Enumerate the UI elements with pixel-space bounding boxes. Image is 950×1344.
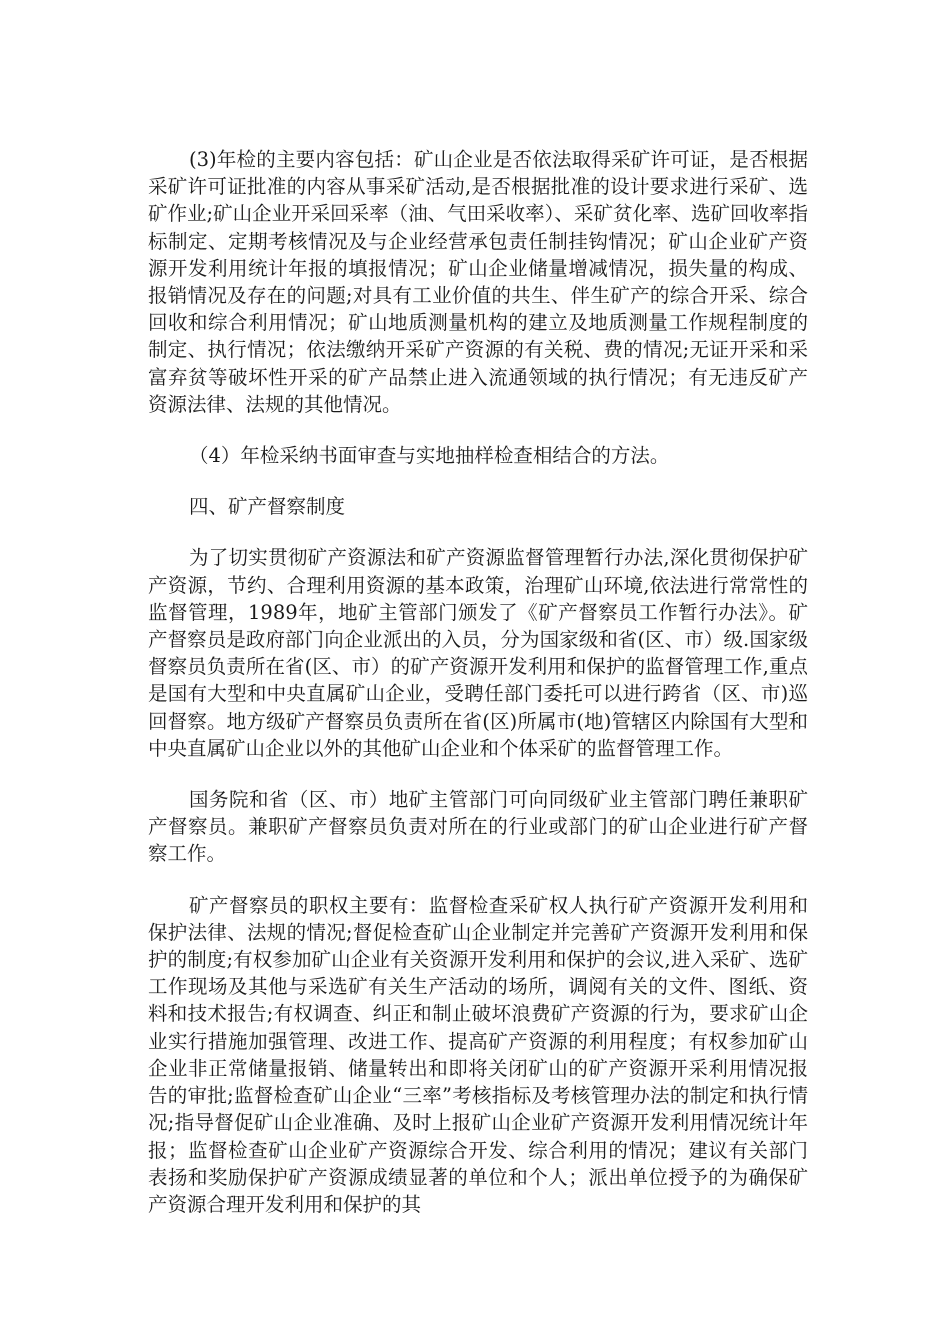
paragraph-annual-inspection-content: (3)年检的主要内容包括：矿山企业是否依法取得采矿许可证，是否根据采矿许可证批准的内容从事采矿活动,是否根据批准的设计要求进行采矿、选矿作业;矿山企业开采回采率（油、气田采收率）、采矿贫化率、选矿回收率指标制定、定期考核情况及与企业经营承包责任制挂钩情况；矿山企业矿产资源开发利用统计年报的填报情况；矿山企业储量增减情况，损失量的构成、报销情况及存在的问题;对具有工业价值的共生、伴生矿产的综合开采、综合回收和综合利用情况；矿山地质测量机构的建立及地质测量工作规程制度的制定、执行情况；依法缴纳开采矿产资源的有关税、费的情况;无证开采和采富弃贫等破坏性开采的矿产品禁止进入流通领域的执行情况；有无违反矿产资源法律、法规的其他情况。 bbox=[148, 148, 808, 416]
paragraph-supervisor-system: 为了切实贯彻矿产资源法和矿产资源监督管理暂行办法,深化贯彻保护矿产资源，节约、合理利用资源的基本政策，治理矿山环境,依法进行常常性的监督管理，1989年，地矿主管部门颁发了《矿产督察员工作暂行办法》。矿产督察员是政府部门向企业派出的入员，分为国家级和省(区、市）级.国家级督察员负责所在省(区、市）的矿产资源开发利用和保护的监督管理工作,重点是国有大型和中央直属矿山企业，受聘任部门委托可以进行跨省（区、市)巡回督察。地方级矿产督察员负责所在省(区)所属市(地)管辖区内除国有大型和中央直属矿山企业以外的其他矿山企业和个体采矿的监督管理工作。 bbox=[148, 546, 808, 760]
paragraph-supervisor-powers: 矿产督察员的职权主要有：监督检查采矿权人执行矿产资源开发利用和保护法律、法规的情况;督促检查矿山企业制定并完善矿产资源开发利用和保护的制度;有权参加矿山企业有关资源开发利用和保护的会议,进入采矿、选矿工作现场及其他与采选矿有关生产活动的场所，调阅有关的文件、图纸、资料和技术报告;有权调查、纠正和制止破坏浪费矿产资源的行为，要求矿山企业实行措施加强管理、改进工作、提高矿产资源的利用程度；有权参加矿山企业非正常储量报销、储量转出和即将关闭矿山的矿产资源开采利用情况报告的审批;监督检查矿山企业“三率”考核指标及考核管理办法的制定和执行情况;指导督促矿山企业准确、及时上报矿山企业矿产资源开发利用情况统计年报；监督检查矿山企业矿产资源综合开发、综合利用的情况；建议有关部门表扬和奖励保护矿产资源成绩显著的单位和个人；派出单位授予的为确保矿产资源合理开发利用和保护的其 bbox=[148, 893, 808, 1216]
paragraph-annual-inspection-method: （4）年检采纳书面审查与实地抽样检查相结合的方法。 bbox=[189, 444, 670, 468]
paragraph-part-time-supervisor: 国务院和省（区、市）地矿主管部门可向同级矿业主管部门聘任兼职矿产督察员。兼职矿产督察员负责对所在的行业或部门的矿山企业进行矿产督察工作。 bbox=[148, 788, 808, 866]
section-heading: 四、矿产督察制度 bbox=[189, 495, 346, 519]
document-body bbox=[148, 146, 808, 1242]
